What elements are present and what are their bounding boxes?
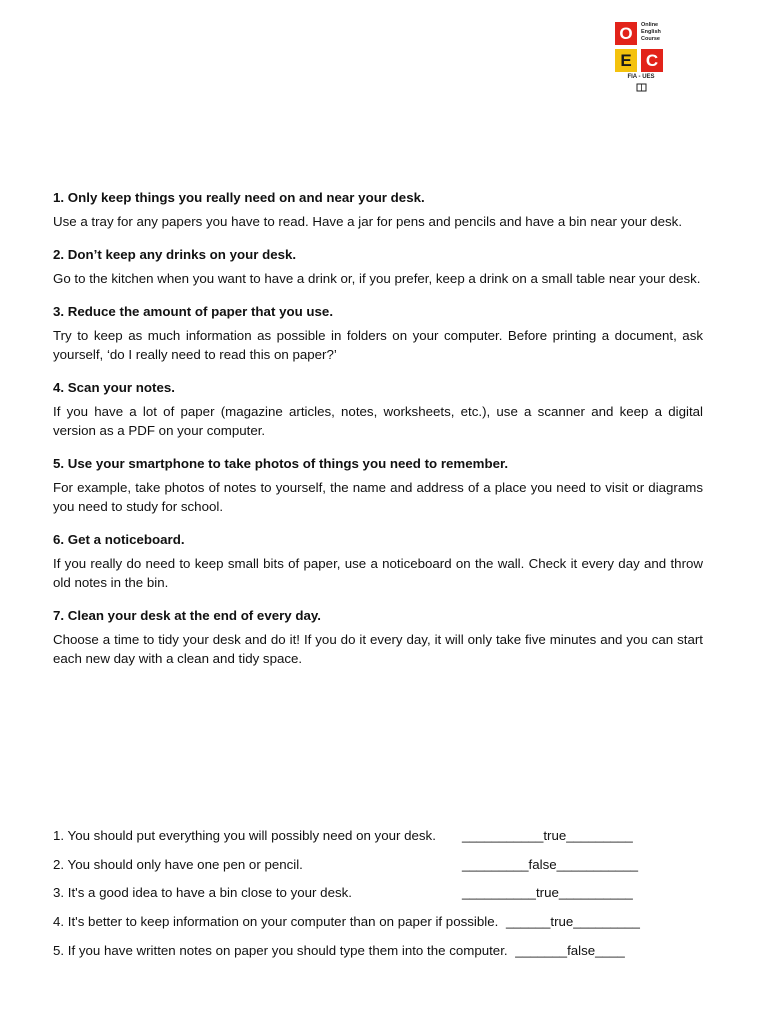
- tip-item: [53, 454, 703, 516]
- tip-title: 4. Scan your notes.: [53, 380, 175, 395]
- quiz-row: [53, 941, 713, 960]
- quiz-row: [53, 912, 713, 931]
- tip-title: 1. Only keep things you really need on and near your desk.: [53, 190, 425, 205]
- logo-subtitle: FIA - UES: [627, 74, 655, 80]
- tip-item: [53, 188, 703, 231]
- tip-body: Choose a time to tidy your desk and do it! If you do it every day, it will only take five minutes and you can start each new day with a clean and tidy space.: [53, 632, 703, 666]
- tip-title: 5. Use your smartphone to take photos of things you need to remember.: [53, 456, 509, 471]
- tip-item: [53, 302, 703, 364]
- tips-list: [53, 188, 703, 682]
- quiz-answer: __________true__________: [462, 885, 633, 901]
- tip-body: For example, take photos of notes to yourself, the name and address of a place you need to visit or diagrams you need to study for school.: [53, 480, 703, 514]
- tip-title: 7. Clean your desk at the end of every day.: [53, 608, 322, 623]
- book-icon: [636, 83, 647, 92]
- quiz-statement: 1. You should put everything you will possibly need on your desk.: [53, 828, 436, 843]
- logo-line-course: Course: [641, 36, 660, 42]
- logo-letter-e: E: [615, 49, 637, 72]
- tip-title: 2. Don’t keep any drinks on your desk.: [53, 247, 297, 262]
- quiz-statement: 5. If you have written notes on paper you should type them into the computer.: [53, 942, 508, 958]
- tip-item: [53, 378, 703, 440]
- quiz-statement: 3. It's a good idea to have a bin close to your desk.: [53, 885, 352, 901]
- quiz-statement: 4. It's better to keep information on your computer than on paper if possible.: [53, 914, 499, 930]
- tip-body: Go to the kitchen when you want to have a drink or, if you prefer, keep a drink on a small table near your desk.: [53, 271, 701, 286]
- quiz-answer: _________false___________: [462, 856, 638, 872]
- quiz-statement: 2. You should only have one pen or pencil.: [53, 856, 303, 872]
- oec-logo: [607, 16, 673, 96]
- quiz-row: [53, 826, 713, 845]
- logo-wordmark: [641, 22, 661, 43]
- tip-body: Try to keep as much information as possible in folders on your computer. Before printing a document, ask yourself, ‘do I really need to read this on paper?’: [53, 328, 703, 362]
- true-false-quiz: [53, 826, 713, 969]
- tip-body: If you have a lot of paper (magazine articles, notes, worksheets, etc.), use a scanner and keep a digital version as a PDF on your computer.: [53, 404, 703, 438]
- tip-item: [53, 530, 703, 592]
- quiz-row: [53, 855, 713, 874]
- tip-item: [53, 606, 703, 668]
- quiz-answer: _______false____: [515, 942, 625, 958]
- quiz-answer: ___________true_________: [462, 828, 633, 843]
- tip-item: [53, 245, 703, 288]
- logo-letter-o: O: [615, 22, 637, 45]
- quiz-answer: ______true_________: [506, 914, 640, 930]
- logo-line-online: Online: [641, 22, 659, 28]
- tip-title: 6. Get a noticeboard.: [53, 532, 185, 547]
- tip-body: If you really do need to keep small bits of paper, use a noticeboard on the wall. Check it every day and throw old notes in the bin.: [53, 556, 703, 590]
- logo-letter-c: C: [641, 49, 663, 72]
- tip-body: Use a tray for any papers you have to read. Have a jar for pens and pencils and have a bin near your desk.: [53, 214, 683, 229]
- logo-line-english: English: [641, 29, 661, 35]
- quiz-row: [53, 883, 713, 902]
- tip-title: 3. Reduce the amount of paper that you use.: [53, 304, 334, 319]
